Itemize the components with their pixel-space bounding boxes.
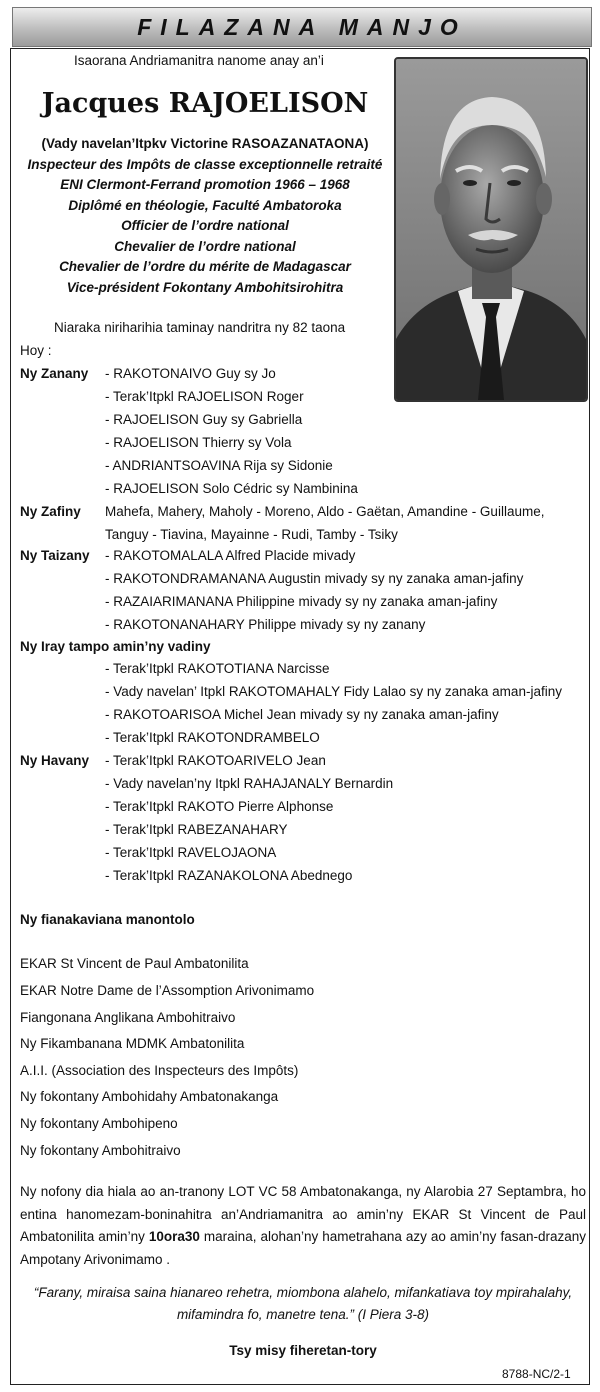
taizany-entry: - RAKOTONDRAMANANA Augustin mivady sy ny zanaka aman-jafiny [105,571,524,586]
title-line: Officier de l’ordre national [121,218,289,233]
org-item: Ny fokontany Ambohipeno [20,1116,178,1131]
zanany-entry: - RAKOTONAIVO Guy sy Jo [105,366,276,381]
age-line: Niaraka niriharihia taminay nandritra ny 82 taona [54,320,346,335]
closing-line: Tsy misy fiheretan-tory [229,1343,377,1358]
iray-tampo-entry: - RAKOTOARISOA Michel Jean mivady sy ny zanaka aman-jafiny [105,707,499,722]
title-line: (Vady navelan’Itpkv Victorine RASOAZANATAONA) [41,136,369,151]
havany-label: Ny Havany [20,753,90,768]
title-line: Vice-président Fokontany Ambohitsirohitra [66,279,344,295]
ceremony-time: 10ora30 [148,1229,200,1244]
deceased-name: Jacques RAJOELISON [41,88,369,119]
havany-entry: - Terak’Itpkl RAKOTO Pierre Alphonse [105,799,334,814]
hoy-label: Hoy : [20,343,52,358]
title-line: Chevalier de l’ordre national [114,238,296,254]
deceased-titles [14,134,396,298]
zanany-entry: - RAJOELISON Solo Cédric sy Nambinina [105,481,358,496]
zanany-entry: - RAJOELISON Guy sy Gabriella [105,412,303,427]
notice-title: FILAZANA MANJO [137,13,467,40]
havany-entry: - Terak’Itpkl RAZANAKOLONA Abednego [105,868,353,883]
zanany-entry: - ANDRIANTSOAVINA Rija sy Sidonie [105,458,333,473]
zafiny-entry: Tanguy - Tiavina, Mayainne - Rudi, Tamby - Tsiky [105,527,398,542]
zanany-label: Ny Zanany [20,366,89,381]
title-line: Inspecteur des Impôts de classe exceptionnelle retraité [27,156,383,172]
ceremony-text-before: Ny nofony dia hiala ao an-tranony LOT VC 58 Ambatonakanga, ny Alarobia 27 Septambra, ho entina hanomezam-boninahitra an’Andriamanitra ao amin’ny EKAR St Vincent de Paul Ambatonilita amin’ny [20,1184,586,1244]
org-item: Ny fokontany Ambohitraivo [20,1143,181,1158]
reference-code: 8788-NC/2-1 [502,1367,571,1381]
zafiny-entry: Mahefa, Mahery, Maholy - Moreno, Aldo - Gaëtan, Amandine - Guillaume, [105,504,545,519]
havany-entry: - Terak’Itpkl RAVELOJAONA [105,845,277,860]
taizany-entry: - RAZAIARIMANANA Philippine mivady sy ny zanaka aman-jafiny [105,594,498,609]
ceremony-paragraph [20,1181,586,1271]
title-line: ENI Clermont-Ferrand promotion 1966 – 1968 [60,177,350,192]
intro-line: Isaorana Andriamanitra nanome anay an’i [74,53,324,68]
org-item: Fiangonana Anglikana Ambohitraivo [20,1010,236,1025]
iray-tampo-entry: - Vady navelan’ Itpkl RAKOTOMAHALY Fidy Lalao sy ny zanaka aman-jafiny [105,684,562,699]
org-item: EKAR St Vincent de Paul Ambatonilita [20,956,249,971]
taizany-entry: - RAKOTONANAHARY Philippe mivady sy ny zanany [105,617,426,632]
havany-entry: - Vady navelan’ny Itpkl RAHAJANALY Bernardin [105,776,394,791]
iray-tampo-entry: - Terak’Itpkl RAKOTOTIANA Narcisse [105,661,330,676]
taizany-entry: - RAKOTOMALALA Alfred Placide mivady [105,548,356,563]
havany-entry: - Terak’Itpkl RAKOTOARIVELO Jean [105,753,326,768]
zanany-entry: - RAJOELISON Thierry sy Vola [105,435,292,450]
header-banner [12,7,592,47]
iray-tampo-entry: - Terak’Itpkl RAKOTONDRAMBELO [105,730,320,745]
fianakaviana-heading: Ny fianakaviana manontolo [20,912,195,927]
havany-entry: - Terak’Itpkl RABEZANAHARY [105,822,288,837]
org-item: Ny Fikambanana MDMK Ambatonilita [20,1036,245,1051]
zafiny-label: Ny Zafiny [20,504,81,519]
title-line: Diplômé en théologie, Faculté Ambatoroka [68,197,342,213]
portrait-photo [394,57,588,402]
portrait-image [396,59,586,400]
bible-quote: “Farany, miraisa saina hianareo rehetra, miombona alahelo, mifankatiava toy mpirahalahy, mifamindra fo, manetre tena.” (I Piera 3-8) [33,1285,573,1322]
taizany-label: Ny Taizany [20,548,90,563]
iray-tampo-label: Ny Iray tampo amin’ny vadiny [20,639,211,654]
org-item: Ny fokontany Ambohidahy Ambatonakanga [20,1089,279,1104]
org-item: EKAR Notre Dame de l’Assomption Arivonimamo [20,983,315,998]
org-item: A.I.I. (Association des Inspecteurs des Impôts) [20,1063,299,1078]
title-line: Chevalier de l’ordre du mérite de Madagascar [59,259,351,274]
ceremony-text-after: maraina, alohan’ny hametrahana azy ao amin’ny fasan-drazany Ampotany Arivonimamo . [20,1229,587,1267]
zanany-entry: - Terak’Itpkl RAJOELISON Roger [105,389,304,404]
